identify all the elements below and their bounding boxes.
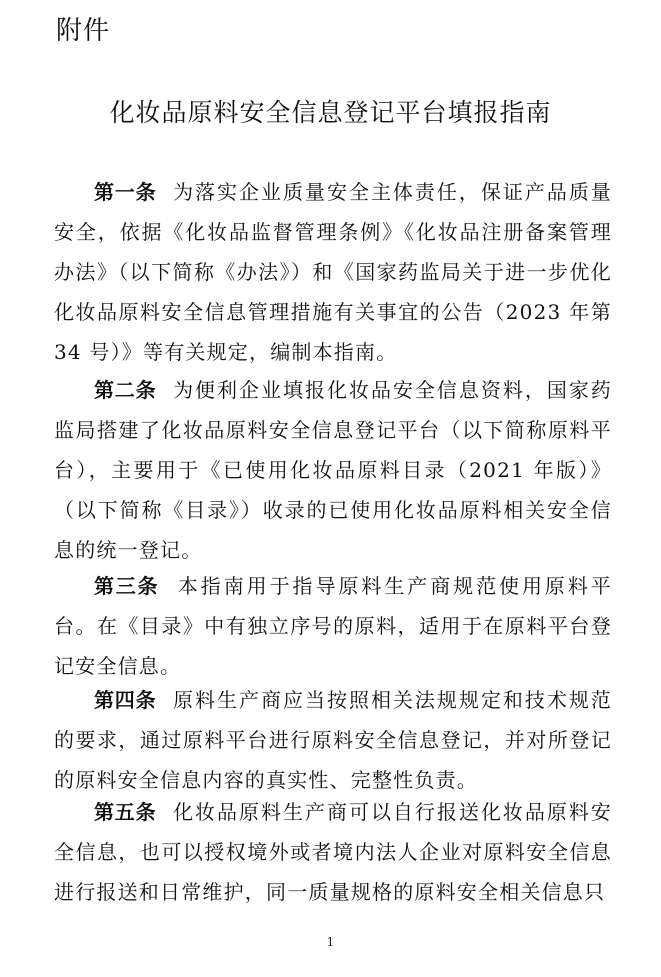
article-4-number: 第四条 [94, 688, 157, 712]
article-5-text: 化妆品原料生产商可以自行报送化妆品原料安全信息，也可以授权境外或者境内法人企业对原料安全信息进行报送和日常维护，同一质量规格的原料安全相关信息只 [54, 800, 613, 904]
article-3-text: 本指南用于指导原料生产商规范使用原料平台。在《目录》中有独立序号的原料，适用于在原料平台登记安全信息。 [54, 574, 612, 678]
document-title: 化妆品原料安全信息登记平台填报指南 [109, 98, 552, 127]
article-1 [54, 172, 612, 372]
article-3-number: 第三条 [94, 574, 160, 598]
article-2-text: 为便利企业填报化妆品安全信息资料，国家药监局搭建了化妆品原料安全信息登记平台（以下简称原料平台），主要用于《已使用化妆品原料目录（2021 年版）》（以下简称《目录》）收录的已使用化妆品原料相关安全信息的统一登记。 [54, 378, 613, 562]
article-2-number: 第二条 [94, 378, 157, 402]
article-3 [54, 566, 612, 686]
article-1-text: 为落实企业质量安全主体责任，保证产品质量安全，依据《化妆品监督管理条例》《化妆品注册备案管理办法》（以下简称《办法》）和《国家药监局关于进一步优化化妆品原料安全信息管理措施有关事宜的公告（2023 年第 34 号）》等有关规定，编制本指南。 [54, 180, 613, 364]
article-4-text: 原料生产商应当按照相关法规规定和技术规范的要求，通过原料平台进行原料安全信息登记，并对所登记的原料安全信息内容的真实性、完整性负责。 [54, 688, 613, 792]
article-1-number: 第一条 [94, 180, 157, 204]
article-5 [54, 792, 612, 912]
attachment-label: 附件 [56, 16, 111, 46]
article-2 [54, 370, 612, 570]
article-5-number: 第五条 [94, 800, 157, 824]
article-4 [54, 680, 612, 800]
page-number: 1 [326, 935, 335, 949]
